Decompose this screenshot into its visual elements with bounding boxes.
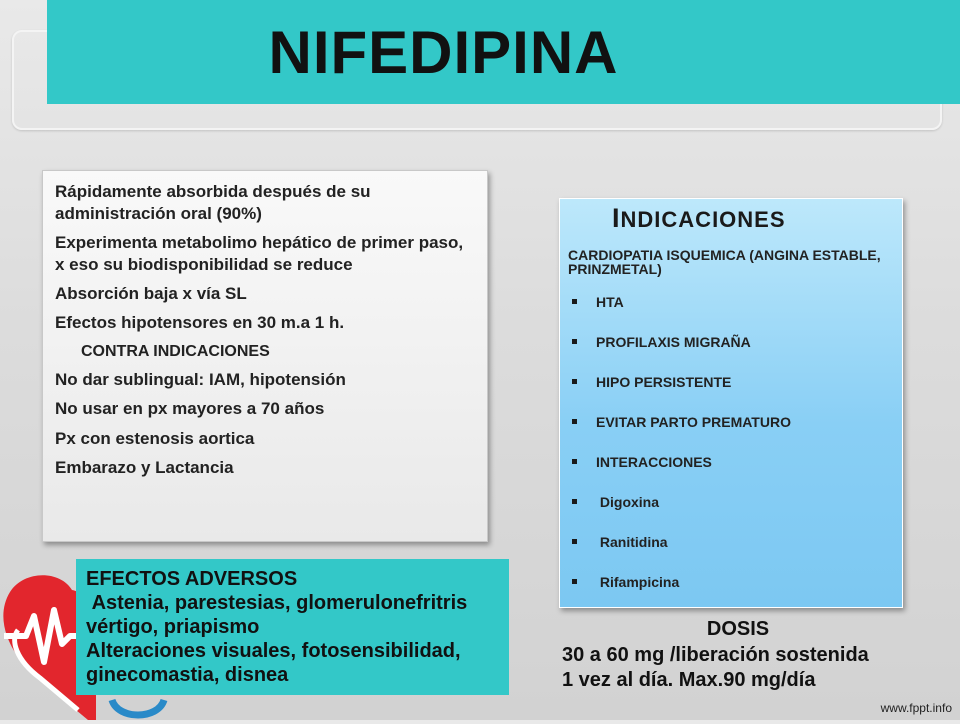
pharmacology-item: Efectos hipotensores en 30 m.a 1 h. [55,313,345,333]
contra-item: No dar sublingual: IAM, hipotensión [55,370,346,390]
indicaciones-lead: CARDIOPATIA ISQUEMICA (ANGINA ESTABLE, PRINZMETAL) [568,247,881,277]
contra-indicaciones-heading: CONTRA INDICACIONES [81,342,270,360]
square-bullet-icon [572,539,577,544]
dosis-line: 1 vez al día. Max.90 mg/día [562,669,816,691]
indicaciones-heading [612,203,894,234]
square-bullet-icon [572,299,577,304]
dosis-line: 30 a 60 mg /liberación sostenida [562,644,869,666]
footer-url: www.fppt.info [880,701,952,715]
list-item-label: Ranitidina [596,534,668,550]
dosis-label: DOSIS [706,618,770,640]
square-bullet-icon [572,379,577,384]
efectos-adversos-box [76,559,509,695]
efectos-adversos-heading: EFECTOS ADVERSOS [86,568,298,590]
list-item [568,574,894,614]
square-bullet-icon [572,339,577,344]
list-item [568,294,894,334]
list-item-label: Digoxina [596,494,660,510]
list-item-label: HTA [596,294,624,310]
pharmacology-box [42,170,488,542]
list-item-label: HIPO PERSISTENTE [596,374,732,390]
square-bullet-icon [572,499,577,504]
list-item [568,454,894,494]
pharmacology-item: Rápidamente absorbida después de su administración oral (90%) [55,182,371,224]
square-bullet-icon [572,419,577,424]
list-item [568,374,894,414]
list-item [568,334,894,374]
indicaciones-list [568,294,894,614]
list-item-label: INTERACCIONES [596,454,712,470]
pharmacology-item: Absorción baja x vía SL [55,284,247,304]
indicaciones-heading-initial: I [612,203,621,233]
pharmacology-item: Experimenta metabolimo hepático de primer paso, x eso su biodisponibilidad se reduce [55,233,464,275]
list-item [568,494,894,534]
contra-item: Px con estenosis aortica [55,428,255,448]
list-item [568,414,894,454]
dosis-section [562,618,922,693]
list-item [568,534,894,574]
list-item-label: EVITAR PARTO PREMATURO [596,414,791,430]
contra-item: No usar en px mayores a 70 años [55,399,325,419]
efectos-adversos-line: Astenia, parestesias, glomerulonefritris vértigo, priapismo [86,592,473,638]
indicaciones-heading-rest: NDICACIONES [620,207,786,232]
square-bullet-icon [572,579,577,584]
square-bullet-icon [572,459,577,464]
list-item-label: Rifampicina [596,574,680,590]
slide-title: NIFEDIPINA [268,18,619,86]
indicaciones-box [559,198,903,608]
contra-item: Embarazo y Lactancia [55,457,234,477]
list-item-label: PROFILAXIS MIGRAÑA [596,334,751,350]
title-bar [47,0,960,104]
efectos-adversos-line: Alteraciones visuales, fotosensibilidad, ginecomastia, disnea [86,640,461,686]
